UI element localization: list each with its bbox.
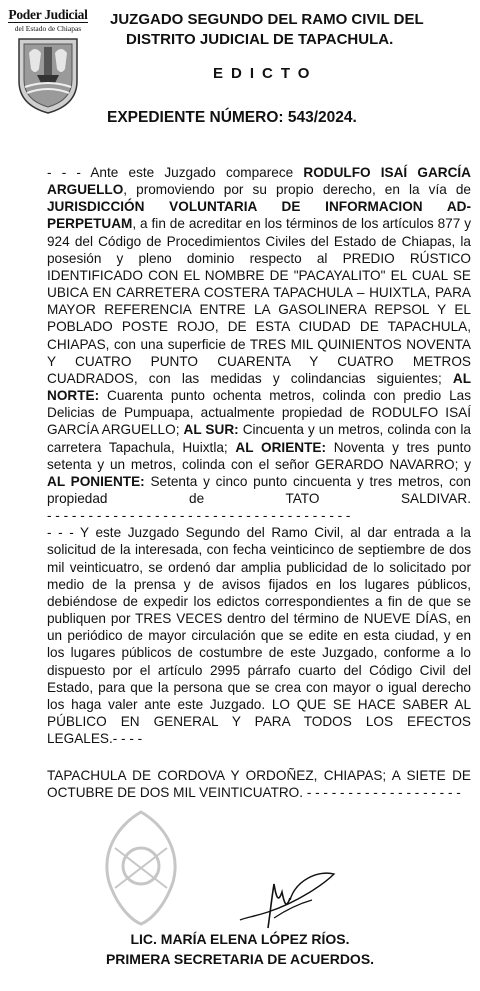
- trailing-dashes: - - - -: [112, 731, 143, 747]
- trailing-dashes: - - - - - - - - - - - - - - - - - - - - - - - - - - - - - - - - - - - - -: [47, 508, 351, 524]
- paragraph-order: [47, 524, 471, 747]
- place-and-date: [47, 767, 471, 801]
- proceeding-type: JURISDICCIÓN VOLUNTARIA DE INFORMACION AD-PERPETUAM: [47, 199, 471, 232]
- lead-dashes: - - -: [47, 525, 74, 541]
- text-run: , promoviendo por su propio derecho, en la vía de: [123, 182, 471, 198]
- text-run: , a fin de acreditar en los términos de los artículos 877 y 924 del Código de Procedimientos Civiles del Estado de Chiapas, la posesión y pleno dominio respecto al PREDIO RÚSTICO IDENTIFICADO CON EL NOMBRE DE "PACAYALITO" EL CUAL SE UBICA EN CARRETERA COSTERA TAPACHULA – HUIXTLA, PARA MAYOR REFERENCIA ENTRE LA GASOLINERA REPSOL Y EL POBLADO POSTE ROJO, DE ESTA CIUDAD DE TAPACHULA, CHIAPAS, con una superficie de TRES MIL QUINIENTOS NOVENTA Y CUATRO PUNTO CUARENTA Y CUATRO METROS CUADRADOS, con las medidas y colindancias siguientes;: [47, 216, 471, 386]
- boundary-north-label: AL NORTE:: [47, 370, 471, 404]
- text-run: TAPACHULA DE CORDOVA Y ORDOÑEZ, CHIAPAS; A SIETE DE OCTUBRE DE DOS MIL VEINTICUATRO.: [47, 768, 471, 801]
- court-name-line-2: DISTRITO JUDICIAL DE TAPACHULA.: [126, 31, 394, 48]
- court-seal-watermark-icon: [95, 808, 187, 928]
- petitioner-name: RODULFO ISAÍ GARCÍA ARGUELLO: [47, 165, 471, 198]
- paragraph-petition: [47, 164, 471, 524]
- text-run: Ante este Juzgado comparece: [80, 165, 304, 180]
- trailing-dashes: - - - - - - - - - - - - - - - - - - -: [303, 785, 461, 801]
- lead-dashes: - - -: [47, 165, 81, 180]
- logo-name: Poder Judicial: [8, 7, 88, 22]
- document-type: EDICTO: [213, 65, 318, 82]
- logo-divider: [8, 22, 88, 23]
- text-run: Cuarenta punto ochenta metros, colinda con predio Las Delicias de Pumpuapa, actualmente propiedad de RODULFO ISAÍ GARCÍA ARGUELLO;: [47, 388, 471, 438]
- logo-subtitle: del Estado de Chiapas: [14, 24, 82, 33]
- file-number: EXPEDIENTE NÚMERO: 543/2024.: [107, 109, 357, 126]
- handwritten-signature-icon: [238, 862, 338, 932]
- court-logo: [6, 8, 90, 115]
- boundary-south-label: AL SUR:: [183, 422, 239, 438]
- boundary-east-label: AL ORIENTE:: [235, 439, 326, 455]
- coat-of-arms-icon: [15, 35, 81, 115]
- boundary-west-label: AL PONIENTE:: [47, 473, 145, 489]
- text-run: Noventa y tres punto setenta y un metros, colinda con el señor GERARDO NAVARRO; y: [47, 439, 472, 472]
- court-name-line-1: JUZGADO SEGUNDO DEL RAMO CIVIL DEL: [110, 11, 424, 28]
- signer-role: PRIMERA SECRETARIA DE ACUERDOS.: [105, 951, 375, 967]
- text-run: Cincuenta y un metros, colinda con la carretera Tapachula, Huixtla;: [47, 422, 471, 455]
- text-run: Setenta y cinco punto cincuenta y tres metros, con propiedad de TATO SALDIVAR.: [47, 473, 471, 506]
- signer-name: LIC. MARÍA ELENA LÓPEZ RÍOS.: [130, 931, 350, 947]
- text-run: Y este Juzgado Segundo del Ramo Civil, al dar entrada a la solicitud de la interesada, con fecha veinticinco de septiembre de dos mil veinticuatro, se ordenó dar amplia publicidad de lo solicitado por medio de la prensa y de avisos fijados en los lugares públicos, debiéndose de expedir los edictos correspondientes a fin de que se publiquen por TRES VECES dentro del término de NUEVE DÍAS, en un periódico de mayor circulación que se edite en esta ciudad, y en los lugares públicos de costumbre de este Juzgado, conforme a lo dispuesto por el artículo 2995 párrafo cuarto del Código Civil del Estado, para que la persona que se crea con mayor o igual derecho los haga valer ante este Juzgado. LO QUE SE HACE SABER AL PÚBLICO EN GENERAL Y PARA TODOS LOS EFECTOS LEGALES.: [47, 525, 471, 747]
- edict-body: [47, 164, 471, 802]
